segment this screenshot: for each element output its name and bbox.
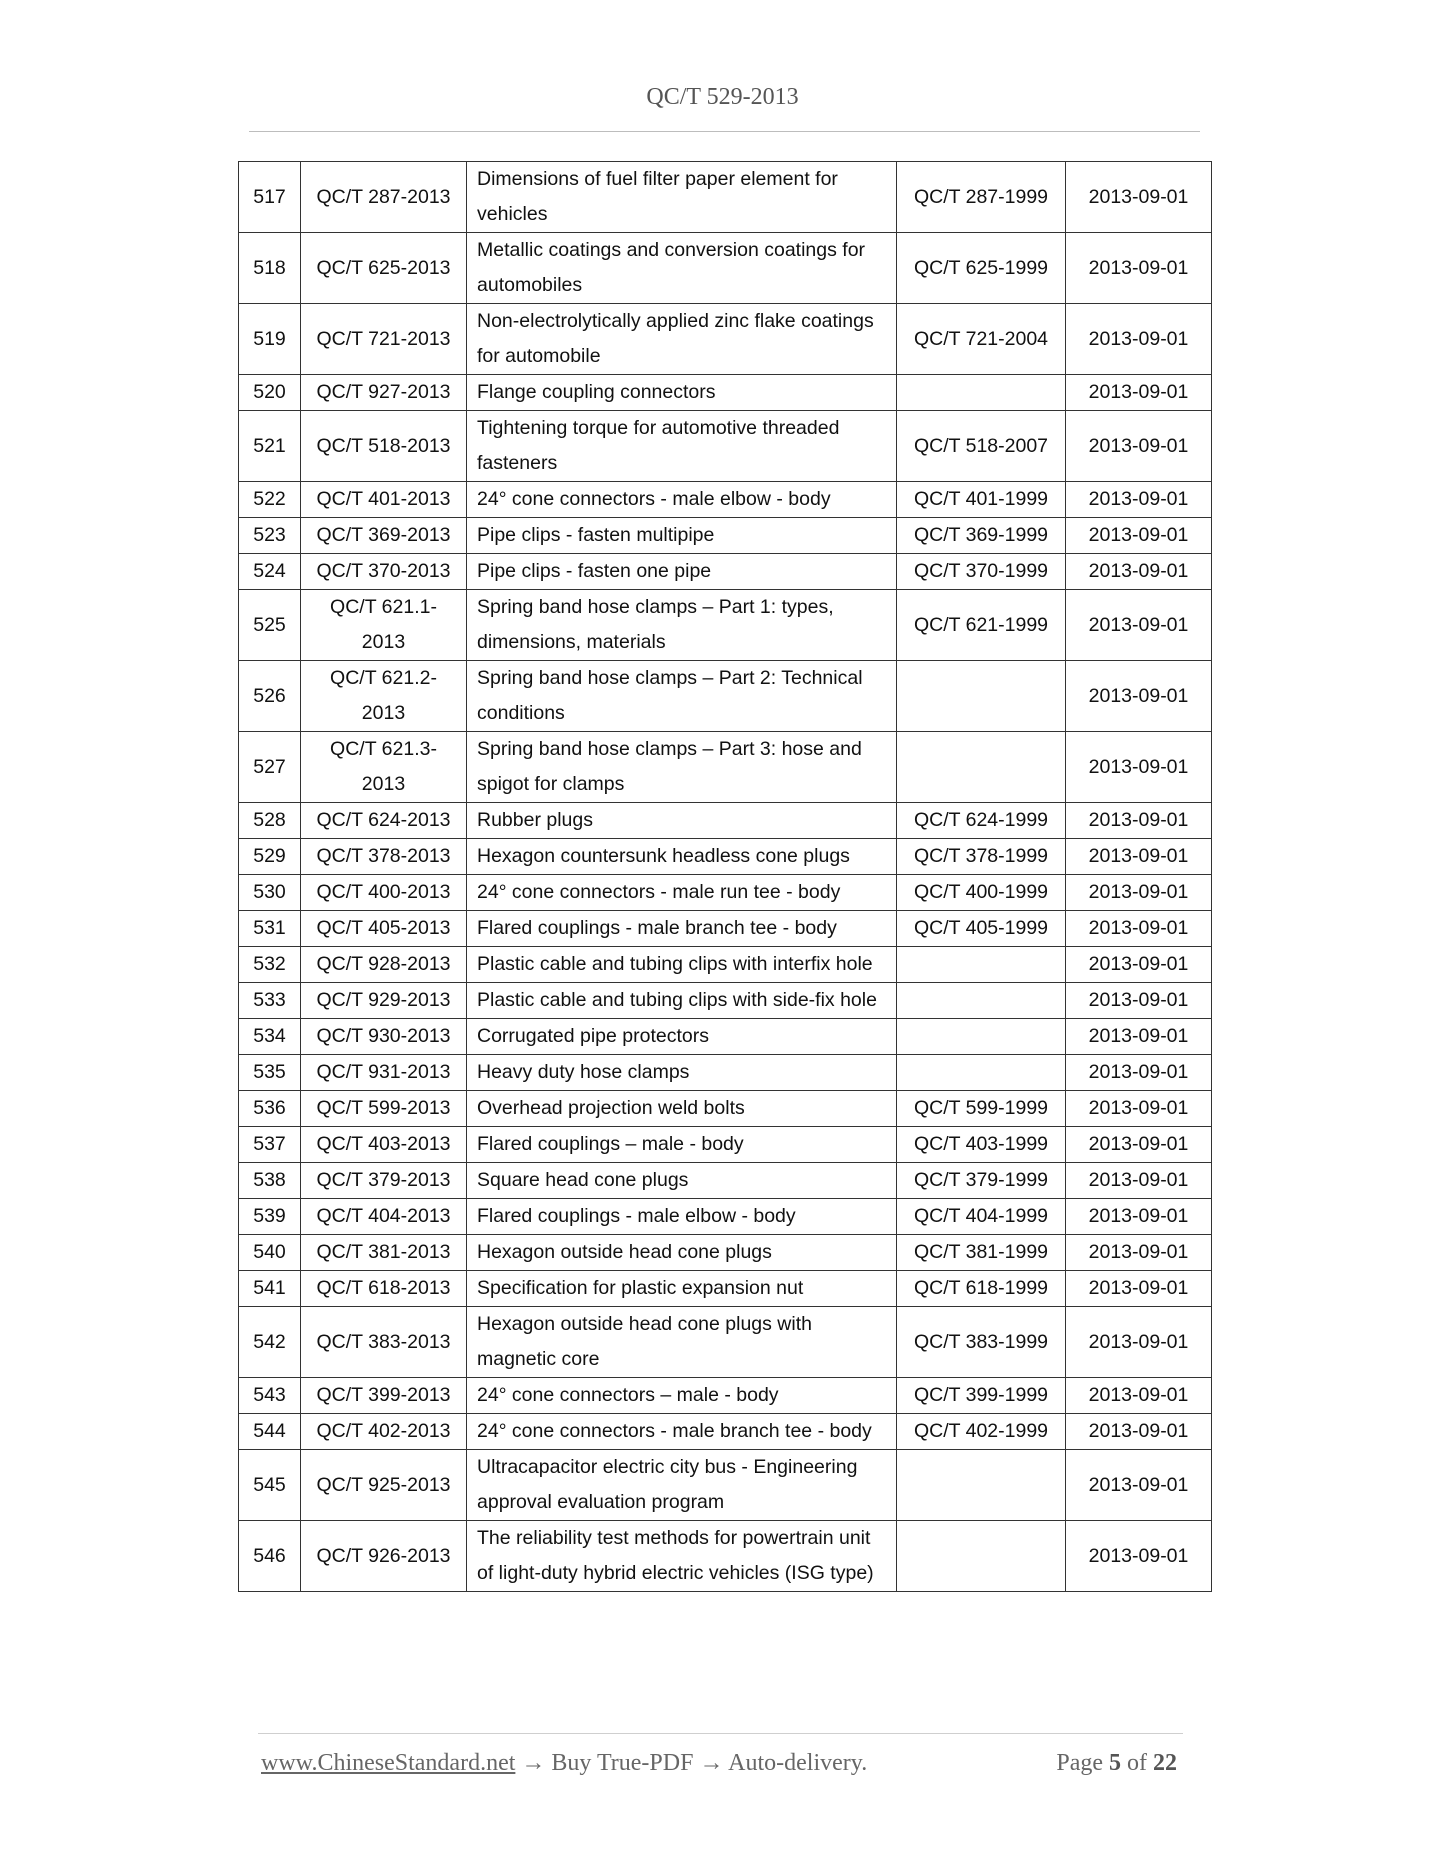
implementation-date-cell: 2013-09-01	[1066, 875, 1212, 911]
replaced-standard-cell: QC/T 287-1999	[897, 162, 1066, 233]
cell-text-line: Tightening torque for automotive threaded	[477, 417, 840, 439]
cell-text-line: QC/T 287-2013	[316, 185, 451, 208]
row-number-cell: 532	[239, 947, 301, 983]
row-number-cell: 533	[239, 983, 301, 1019]
cell-text-line: 24° cone connectors – male - body	[477, 1384, 779, 1406]
replaced-standard-cell	[897, 1055, 1066, 1091]
standard-code-cell	[301, 162, 467, 233]
standard-title-cell	[467, 732, 897, 803]
row-number-cell: 540	[239, 1235, 301, 1271]
row-number-cell: 521	[239, 411, 301, 482]
table-row	[239, 1127, 1212, 1163]
implementation-date-cell: 2013-09-01	[1066, 1127, 1212, 1163]
standard-title-cell	[467, 1450, 897, 1521]
row-number-cell: 528	[239, 803, 301, 839]
replaced-standard-cell: QC/T 400-1999	[897, 875, 1066, 911]
standard-title-cell	[467, 1378, 897, 1414]
standard-title-cell	[467, 411, 897, 482]
row-number-cell: 518	[239, 233, 301, 304]
row-number-cell: 524	[239, 554, 301, 590]
table-row	[239, 1450, 1212, 1521]
cell-text-line: Dimensions of fuel filter paper element for	[477, 168, 838, 190]
standard-code-cell	[301, 1521, 467, 1592]
row-number-cell: 542	[239, 1307, 301, 1378]
page-of: of	[1127, 1750, 1147, 1776]
cell-text-line: QC/T 618-2013	[316, 1277, 451, 1299]
row-number-cell: 535	[239, 1055, 301, 1091]
implementation-date-cell: 2013-09-01	[1066, 411, 1212, 482]
standard-title-cell	[467, 162, 897, 233]
implementation-date-cell: 2013-09-01	[1066, 233, 1212, 304]
cell-text-line: QC/T 926-2013	[316, 1544, 451, 1567]
table-row	[239, 162, 1212, 233]
table-row	[239, 304, 1212, 375]
website-link[interactable]: www.ChineseStandard.net	[261, 1750, 516, 1776]
table-row	[239, 1163, 1212, 1199]
cell-text-line: Spring band hose clamps – Part 3: hose and	[477, 738, 862, 760]
table-row	[239, 1521, 1212, 1592]
standard-code-cell	[301, 1019, 467, 1055]
implementation-date-cell: 2013-09-01	[1066, 732, 1212, 803]
cell-text-line: QC/T 721-2013	[316, 327, 451, 350]
cell-text-line: QC/T 925-2013	[316, 1473, 451, 1496]
replaced-standard-cell	[897, 1019, 1066, 1055]
cell-text-line: Metallic coatings and conversion coatings for	[477, 239, 866, 261]
replaced-standard-cell: QC/T 370-1999	[897, 554, 1066, 590]
row-number-cell: 546	[239, 1521, 301, 1592]
replaced-standard-cell	[897, 947, 1066, 983]
standard-code-cell	[301, 1055, 467, 1091]
cell-text-line: Ultracapacitor electric city bus - Engineering	[477, 1456, 858, 1478]
cell-text-line: 24° cone connectors - male run tee - body	[477, 881, 841, 903]
cell-text-line: QC/T 621.1-	[330, 596, 437, 618]
implementation-date-cell: 2013-09-01	[1066, 1307, 1212, 1378]
cell-text-line: 24° cone connectors - male branch tee - body	[477, 1420, 872, 1442]
standard-code-cell	[301, 947, 467, 983]
table-row	[239, 482, 1212, 518]
cell-text-line: Flared couplings – male - body	[477, 1133, 744, 1155]
standard-code-cell	[301, 732, 467, 803]
standard-title-cell	[467, 947, 897, 983]
cell-text-line: QC/T 621.2-	[330, 667, 437, 689]
implementation-date-cell: 2013-09-01	[1066, 1521, 1212, 1592]
cell-text-line: QC/T 402-2013	[316, 1420, 451, 1442]
implementation-date-cell: 2013-09-01	[1066, 554, 1212, 590]
cell-text-line: vehicles	[477, 203, 548, 225]
standard-title-cell	[467, 482, 897, 518]
standard-title-cell	[467, 1055, 897, 1091]
cell-text-line: magnetic core	[477, 1348, 600, 1370]
standards-table	[238, 161, 1212, 1592]
cell-text-line: QC/T 378-2013	[316, 845, 451, 867]
row-number-cell: 545	[239, 1450, 301, 1521]
cell-text-line: QC/T 405-2013	[316, 917, 451, 939]
cell-text-line: Specification for plastic expansion nut	[477, 1277, 804, 1299]
row-number-cell: 544	[239, 1414, 301, 1450]
standard-title-cell	[467, 1163, 897, 1199]
row-number-cell: 531	[239, 911, 301, 947]
cell-text-line: spigot for clamps	[477, 773, 625, 795]
replaced-standard-cell: QC/T 402-1999	[897, 1414, 1066, 1450]
standard-title-cell	[467, 233, 897, 304]
cell-text-line: Corrugated pipe protectors	[477, 1025, 709, 1047]
row-number-cell: 522	[239, 482, 301, 518]
replaced-standard-cell	[897, 661, 1066, 732]
standard-code-cell	[301, 1127, 467, 1163]
standard-code-cell	[301, 590, 467, 661]
replaced-standard-cell	[897, 983, 1066, 1019]
auto-delivery-text: Auto-delivery.	[728, 1750, 868, 1776]
row-number-cell: 527	[239, 732, 301, 803]
standard-title-cell	[467, 1199, 897, 1235]
replaced-standard-cell	[897, 1521, 1066, 1592]
table-row	[239, 732, 1212, 803]
implementation-date-cell: 2013-09-01	[1066, 947, 1212, 983]
row-number-cell: 538	[239, 1163, 301, 1199]
standard-code-cell	[301, 1163, 467, 1199]
cell-text-line: 24° cone connectors - male elbow - body	[477, 488, 831, 510]
cell-text-line: approval evaluation program	[477, 1491, 725, 1513]
cell-text-line: QC/T 930-2013	[316, 1025, 451, 1047]
cell-text-line: QC/T 624-2013	[316, 809, 451, 831]
table-row	[239, 875, 1212, 911]
cell-text-line: QC/T 399-2013	[316, 1384, 451, 1406]
standard-title-cell	[467, 375, 897, 411]
page-footer	[261, 1750, 1181, 1782]
cell-text-line: Rubber plugs	[477, 809, 593, 831]
replaced-standard-cell: QC/T 404-1999	[897, 1199, 1066, 1235]
standard-title-cell	[467, 1235, 897, 1271]
cell-text-line: Hexagon outside head cone plugs	[477, 1241, 772, 1263]
table-row	[239, 233, 1212, 304]
standard-title-cell	[467, 839, 897, 875]
cell-text-line: Square head cone plugs	[477, 1169, 689, 1191]
standard-code-cell	[301, 411, 467, 482]
standard-code-cell	[301, 983, 467, 1019]
table-row	[239, 518, 1212, 554]
row-number-cell: 526	[239, 661, 301, 732]
row-number-cell: 536	[239, 1091, 301, 1127]
table-row	[239, 1378, 1212, 1414]
implementation-date-cell: 2013-09-01	[1066, 162, 1212, 233]
standard-code-cell	[301, 1414, 467, 1450]
standard-code-cell	[301, 1199, 467, 1235]
cell-text-line: QC/T 369-2013	[316, 524, 451, 546]
buy-pdf-text: Buy True-PDF	[551, 1750, 694, 1776]
row-number-cell: 525	[239, 590, 301, 661]
standard-code-cell	[301, 233, 467, 304]
cell-text-line: Non-electrolytically applied zinc flake coatings	[477, 310, 874, 332]
implementation-date-cell: 2013-09-01	[1066, 1163, 1212, 1199]
page-number	[1056, 1750, 1177, 1777]
footer-promo	[261, 1750, 867, 1777]
row-number-cell: 530	[239, 875, 301, 911]
table-row	[239, 1414, 1212, 1450]
row-number-cell: 539	[239, 1199, 301, 1235]
replaced-standard-cell: QC/T 369-1999	[897, 518, 1066, 554]
table-row	[239, 1019, 1212, 1055]
cell-text-line: Pipe clips - fasten one pipe	[477, 560, 712, 582]
standard-code-cell	[301, 304, 467, 375]
standard-title-cell	[467, 1091, 897, 1127]
row-number-cell: 537	[239, 1127, 301, 1163]
implementation-date-cell: 2013-09-01	[1066, 1055, 1212, 1091]
footer-divider	[258, 1733, 1183, 1734]
replaced-standard-cell: QC/T 518-2007	[897, 411, 1066, 482]
cell-text-line: Spring band hose clamps – Part 2: Technical	[477, 667, 863, 689]
implementation-date-cell: 2013-09-01	[1066, 1271, 1212, 1307]
table-row	[239, 661, 1212, 732]
replaced-standard-cell: QC/T 405-1999	[897, 911, 1066, 947]
cell-text-line: QC/T 404-2013	[316, 1205, 451, 1227]
replaced-standard-cell: QC/T 403-1999	[897, 1127, 1066, 1163]
cell-text-line: QC/T 401-2013	[316, 488, 451, 510]
implementation-date-cell: 2013-09-01	[1066, 803, 1212, 839]
implementation-date-cell: 2013-09-01	[1066, 911, 1212, 947]
page-current: 5	[1109, 1750, 1121, 1776]
standard-title-cell	[467, 661, 897, 732]
cell-text-line: Hexagon countersunk headless cone plugs	[477, 845, 850, 867]
replaced-standard-cell: QC/T 624-1999	[897, 803, 1066, 839]
standard-title-cell	[467, 803, 897, 839]
standard-title-cell	[467, 1271, 897, 1307]
standard-code-cell	[301, 1378, 467, 1414]
table-row	[239, 411, 1212, 482]
implementation-date-cell: 2013-09-01	[1066, 482, 1212, 518]
replaced-standard-cell: QC/T 381-1999	[897, 1235, 1066, 1271]
cell-text-line: QC/T 518-2013	[316, 434, 451, 457]
cell-text-line: QC/T 929-2013	[316, 989, 451, 1011]
cell-text-line: QC/T 931-2013	[316, 1061, 451, 1083]
standard-title-cell	[467, 1127, 897, 1163]
replaced-standard-cell	[897, 1450, 1066, 1521]
cell-text-line: of light-duty hybrid electric vehicles (ISG type)	[477, 1562, 874, 1584]
row-number-cell: 523	[239, 518, 301, 554]
implementation-date-cell: 2013-09-01	[1066, 661, 1212, 732]
row-number-cell: 520	[239, 375, 301, 411]
standard-code-cell	[301, 1091, 467, 1127]
standard-code-cell	[301, 482, 467, 518]
row-number-cell: 543	[239, 1378, 301, 1414]
standard-code-cell	[301, 803, 467, 839]
implementation-date-cell: 2013-09-01	[1066, 1019, 1212, 1055]
table-row	[239, 1271, 1212, 1307]
cell-text-line: 2013	[361, 773, 406, 795]
standard-title-cell	[467, 1019, 897, 1055]
cell-text-line: for automobile	[477, 345, 601, 367]
row-number-cell: 529	[239, 839, 301, 875]
cell-text-line: Plastic cable and tubing clips with side-fix hole	[477, 989, 877, 1011]
cell-text-line: conditions	[477, 702, 565, 724]
table-row	[239, 554, 1212, 590]
standard-code-cell	[301, 839, 467, 875]
row-number-cell: 517	[239, 162, 301, 233]
cell-text-line: automobiles	[477, 274, 583, 296]
replaced-standard-cell	[897, 375, 1066, 411]
implementation-date-cell: 2013-09-01	[1066, 375, 1212, 411]
standard-code-cell	[301, 661, 467, 732]
table-row	[239, 375, 1212, 411]
cell-text-line: Flared couplings - male branch tee - body	[477, 917, 837, 939]
cell-text-line: The reliability test methods for powertrain unit	[477, 1527, 871, 1549]
arrow-icon: →	[699, 1750, 724, 1776]
replaced-standard-cell: QC/T 618-1999	[897, 1271, 1066, 1307]
table-row	[239, 1055, 1212, 1091]
cell-text-line: Pipe clips - fasten multipipe	[477, 524, 715, 546]
implementation-date-cell: 2013-09-01	[1066, 518, 1212, 554]
standard-code-cell	[301, 375, 467, 411]
page-total: 22	[1153, 1750, 1177, 1776]
replaced-standard-cell	[897, 732, 1066, 803]
replaced-standard-cell: QC/T 621-1999	[897, 590, 1066, 661]
standard-code-cell	[301, 875, 467, 911]
cell-text-line: fasteners	[477, 452, 558, 474]
cell-text-line: QC/T 403-2013	[316, 1133, 451, 1155]
table-row	[239, 1307, 1212, 1378]
cell-text-line: 2013	[361, 631, 406, 653]
standard-title-cell	[467, 518, 897, 554]
cell-text-line: Plastic cable and tubing clips with interfix hole	[477, 953, 873, 975]
standard-code-cell	[301, 1307, 467, 1378]
replaced-standard-cell: QC/T 721-2004	[897, 304, 1066, 375]
standard-code-cell	[301, 518, 467, 554]
cell-text-line: QC/T 381-2013	[316, 1241, 451, 1263]
cell-text-line: QC/T 379-2013	[316, 1169, 451, 1191]
replaced-standard-cell: QC/T 399-1999	[897, 1378, 1066, 1414]
cell-text-line: Overhead projection weld bolts	[477, 1097, 745, 1119]
cell-text-line: Spring band hose clamps – Part 1: types,	[477, 596, 834, 618]
cell-text-line: Flared couplings - male elbow - body	[477, 1205, 796, 1227]
implementation-date-cell: 2013-09-01	[1066, 590, 1212, 661]
standard-title-cell	[467, 911, 897, 947]
row-number-cell: 534	[239, 1019, 301, 1055]
table-row	[239, 803, 1212, 839]
implementation-date-cell: 2013-09-01	[1066, 983, 1212, 1019]
table-row	[239, 983, 1212, 1019]
replaced-standard-cell: QC/T 378-1999	[897, 839, 1066, 875]
header-divider	[249, 131, 1200, 132]
cell-text-line: 2013	[361, 702, 406, 724]
arrow-icon: →	[521, 1750, 546, 1776]
implementation-date-cell: 2013-09-01	[1066, 1235, 1212, 1271]
replaced-standard-cell: QC/T 379-1999	[897, 1163, 1066, 1199]
cell-text-line: QC/T 383-2013	[316, 1330, 451, 1353]
cell-text-line: Flange coupling connectors	[477, 381, 716, 403]
cell-text-line: QC/T 928-2013	[316, 953, 451, 975]
table-row	[239, 911, 1212, 947]
row-number-cell: 519	[239, 304, 301, 375]
implementation-date-cell: 2013-09-01	[1066, 1414, 1212, 1450]
table-row	[239, 590, 1212, 661]
implementation-date-cell: 2013-09-01	[1066, 839, 1212, 875]
standard-title-cell	[467, 1307, 897, 1378]
standard-code-cell	[301, 1271, 467, 1307]
standard-code-cell	[301, 554, 467, 590]
implementation-date-cell: 2013-09-01	[1066, 1091, 1212, 1127]
table-row	[239, 1235, 1212, 1271]
implementation-date-cell: 2013-09-01	[1066, 1450, 1212, 1521]
standard-title-cell	[467, 1521, 897, 1592]
replaced-standard-cell: QC/T 599-1999	[897, 1091, 1066, 1127]
implementation-date-cell: 2013-09-01	[1066, 1378, 1212, 1414]
table-row	[239, 1091, 1212, 1127]
cell-text-line: QC/T 370-2013	[316, 560, 451, 582]
page-label: Page	[1056, 1750, 1103, 1776]
cell-text-line: dimensions, materials	[477, 631, 666, 653]
standard-title-cell	[467, 983, 897, 1019]
standard-title-cell	[467, 554, 897, 590]
cell-text-line: QC/T 400-2013	[316, 881, 451, 903]
standard-title-cell	[467, 304, 897, 375]
row-number-cell: 541	[239, 1271, 301, 1307]
standard-code-cell	[301, 1235, 467, 1271]
cell-text-line: Heavy duty hose clamps	[477, 1061, 690, 1083]
table-row	[239, 1199, 1212, 1235]
cell-text-line: QC/T 599-2013	[316, 1097, 451, 1119]
implementation-date-cell: 2013-09-01	[1066, 1199, 1212, 1235]
page-header-title: QC/T 529-2013	[646, 84, 799, 110]
cell-text-line: QC/T 625-2013	[316, 256, 451, 279]
standard-title-cell	[467, 1414, 897, 1450]
standard-code-cell	[301, 911, 467, 947]
standard-code-cell	[301, 1450, 467, 1521]
cell-text-line: QC/T 927-2013	[316, 381, 451, 403]
standard-title-cell	[467, 875, 897, 911]
implementation-date-cell: 2013-09-01	[1066, 304, 1212, 375]
replaced-standard-cell: QC/T 383-1999	[897, 1307, 1066, 1378]
table-row	[239, 947, 1212, 983]
replaced-standard-cell: QC/T 401-1999	[897, 482, 1066, 518]
cell-text-line: Hexagon outside head cone plugs with	[477, 1313, 812, 1335]
replaced-standard-cell: QC/T 625-1999	[897, 233, 1066, 304]
table-row	[239, 839, 1212, 875]
standard-title-cell	[467, 590, 897, 661]
cell-text-line: QC/T 621.3-	[330, 738, 437, 760]
standards-table-body	[239, 162, 1212, 1592]
